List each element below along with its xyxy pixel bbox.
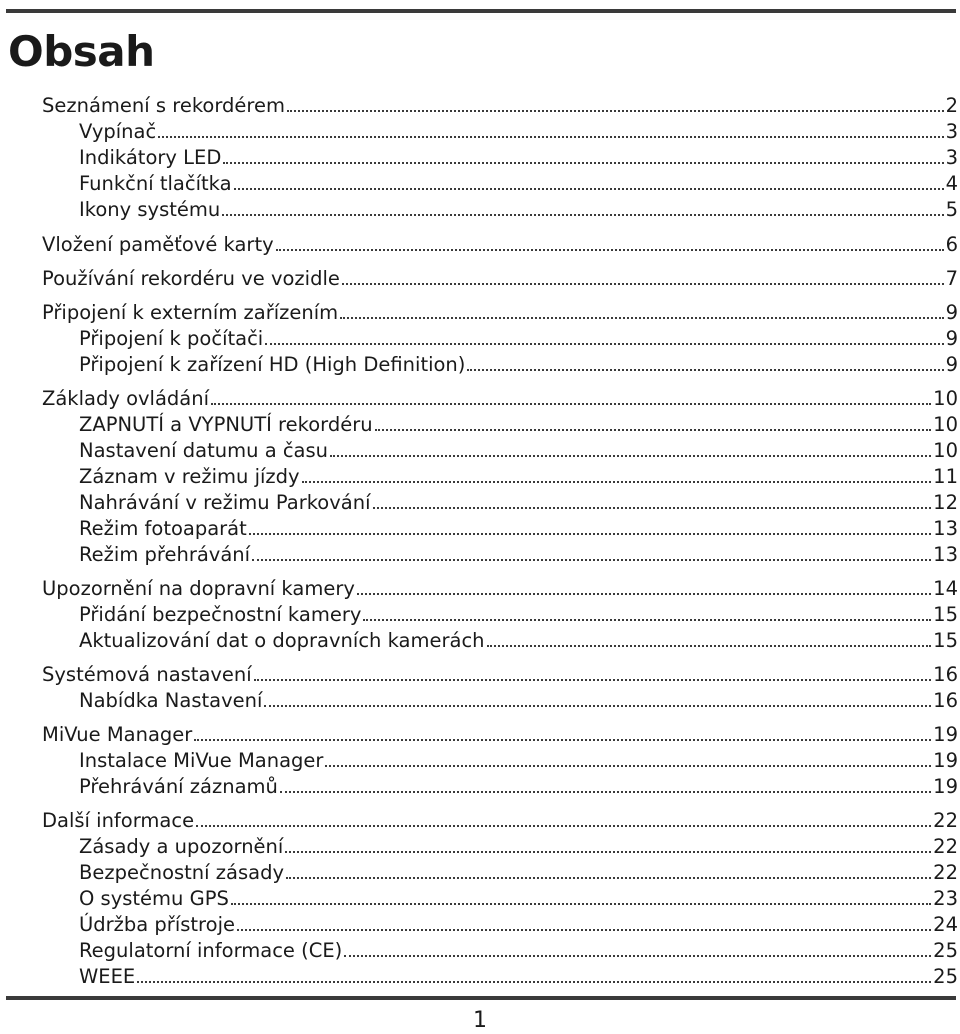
toc-entry[interactable] [79,748,958,774]
page-number: 1 [473,1008,487,1033]
dot-leader [231,903,931,905]
dot-leader [330,455,931,457]
toc-entry[interactable] [79,516,958,542]
toc-entry-page: 22 [933,861,958,884]
toc-entry[interactable] [79,119,958,145]
dot-leader [276,249,944,251]
toc-entry-label: Režim fotoaparát [79,517,247,540]
toc-entry-label: Připojení k externím zařízením [42,301,339,324]
toc-entry-page: 9 [945,353,958,376]
toc-entry[interactable] [42,93,958,119]
toc-entry-label: Seznámení s rekordérem [42,94,285,117]
table-of-contents [42,0,958,1034]
toc-entry[interactable] [79,412,958,438]
toc-entry-label: Další informace [42,809,195,832]
toc-entry-label: Údržba přístroje [79,913,235,936]
toc-entry-page: 6 [945,233,958,256]
dot-leader [487,645,932,647]
toc-entry[interactable] [79,197,958,223]
toc-entry[interactable] [79,145,958,171]
toc-entry[interactable] [42,808,958,834]
dot-leader [265,343,943,345]
toc-entry-label: Upozornění na dopravní kamery [42,577,355,600]
toc-entry-label: MiVue Manager [42,723,193,746]
dot-leader [363,619,931,621]
toc-entry-page: 5 [945,198,958,221]
dot-leader [249,533,931,535]
toc-entry-label: Aktualizování dat o dopravních kamerách [79,629,485,652]
dot-leader [237,929,931,931]
dot-leader [286,877,931,879]
toc-entry-page: 14 [933,577,958,600]
toc-entry-page: 10 [933,413,958,436]
toc-entry-label: Základy ovládání [42,387,210,410]
dot-leader [342,283,944,285]
toc-entry-page: 7 [945,267,958,290]
toc-entry[interactable] [79,490,958,516]
toc-entry-label: WEEE [79,965,136,988]
toc-entry-label: Záznam v režimu jízdy [79,465,300,488]
toc-entry[interactable] [79,860,958,886]
toc-entry[interactable] [79,628,958,654]
bottom-rule [6,996,956,1000]
toc-entry[interactable] [79,912,958,938]
dot-leader [196,825,931,827]
toc-entry[interactable] [79,352,958,378]
toc-entry[interactable] [79,602,958,628]
toc-entry-label: Vložení paměťové karty [42,233,274,256]
toc-entry-page: 3 [945,120,958,143]
toc-entry-label: Regulatorní informace (CE) [79,939,343,962]
dot-leader [344,955,931,957]
toc-entry-label: Systémová nastavení [42,663,252,686]
toc-entry-label: Režim přehrávání [79,543,251,566]
dot-leader [302,481,932,483]
dot-leader [194,739,931,741]
toc-entry-label: ZAPNUTÍ a VYPNUTÍ rekordéru [79,413,373,436]
toc-entry-label: Funkční tlačítka [79,172,232,195]
toc-entry[interactable] [42,576,958,602]
toc-entry-page: 2 [945,94,958,117]
toc-entry[interactable] [79,964,958,990]
toc-entry-label: Používání rekordéru ve vozidle [42,267,340,290]
toc-entry[interactable] [79,774,958,800]
toc-entry-label: Nahrávání v režimu Parkování [79,491,371,514]
toc-entry-label: Nabídka Nastavení [79,689,263,712]
dot-leader [264,705,931,707]
toc-entry[interactable] [79,938,958,964]
dot-leader [211,403,931,405]
toc-entry-label: Instalace MiVue Manager [79,749,324,772]
toc-entry[interactable] [79,834,958,860]
dot-leader [222,214,943,216]
toc-entry-page: 13 [933,543,958,566]
page-title: Obsah [8,27,155,76]
toc-entry-page: 25 [933,939,958,962]
toc-entry-page: 4 [945,172,958,195]
dot-leader [357,593,931,595]
dot-leader [287,110,944,112]
dot-leader [325,765,931,767]
toc-entry[interactable] [79,171,958,197]
toc-entry-label: O systému GPS [79,887,229,910]
toc-entry-page: 3 [945,146,958,169]
dot-leader [234,188,944,190]
toc-entry[interactable] [79,542,958,568]
toc-entry-label: Připojení k počítači [79,327,264,350]
toc-entry-page: 19 [933,749,958,772]
dot-leader [137,981,931,983]
toc-entry-label: Připojení k zařízení HD (High Definition) [79,353,466,376]
toc-entry[interactable] [79,688,958,714]
dot-leader [280,791,931,793]
toc-entry-label: Indikátory LED [79,146,222,169]
toc-entry-page: 12 [933,491,958,514]
toc-entry[interactable] [42,662,958,688]
dot-leader [252,559,931,561]
dot-leader [467,369,943,371]
toc-entry-page: 10 [933,439,958,462]
dot-leader [373,507,932,509]
toc-entry-page: 13 [933,517,958,540]
toc-entry[interactable] [42,300,958,326]
toc-entry-label: Vypínač [79,120,157,143]
toc-entry-page: 11 [933,465,958,488]
dot-leader [285,851,931,853]
toc-entry-page: 16 [933,689,958,712]
toc-entry-label: Ikony systému [79,198,221,221]
toc-entry-page: 15 [933,603,958,626]
toc-entry-page: 19 [933,723,958,746]
toc-entry-page: 9 [945,301,958,324]
toc-entry[interactable] [79,438,958,464]
toc-entry-page: 9 [945,327,958,350]
toc-entry[interactable] [79,886,958,912]
toc-entry[interactable] [42,232,958,258]
toc-entry-page: 16 [933,663,958,686]
toc-entry-page: 15 [933,629,958,652]
toc-entry-label: Přehrávání záznamů [79,775,278,798]
toc-entry-page: 24 [933,913,958,936]
dot-leader [375,429,932,431]
toc-entry[interactable] [42,266,958,292]
toc-entry[interactable] [79,326,958,352]
toc-entry-page: 22 [933,809,958,832]
toc-entry[interactable] [42,386,958,412]
toc-entry-page: 22 [933,835,958,858]
toc-entry-page: 25 [933,965,958,988]
toc-entry-label: Bezpečnostní zásady [79,861,284,884]
toc-entry-page: 10 [933,387,958,410]
dot-leader [340,317,943,319]
dot-leader [158,136,943,138]
dot-leader [223,162,943,164]
toc-entry-label: Nastavení datumu a času [79,439,329,462]
dot-leader [254,679,931,681]
toc-entry-label: Zásady a upozornění [79,835,284,858]
toc-entry-page: 23 [933,887,958,910]
toc-entry[interactable] [42,722,958,748]
toc-entry-page: 19 [933,775,958,798]
toc-entry-label: Přidání bezpečnostní kamery [79,603,362,626]
toc-entry[interactable] [79,464,958,490]
